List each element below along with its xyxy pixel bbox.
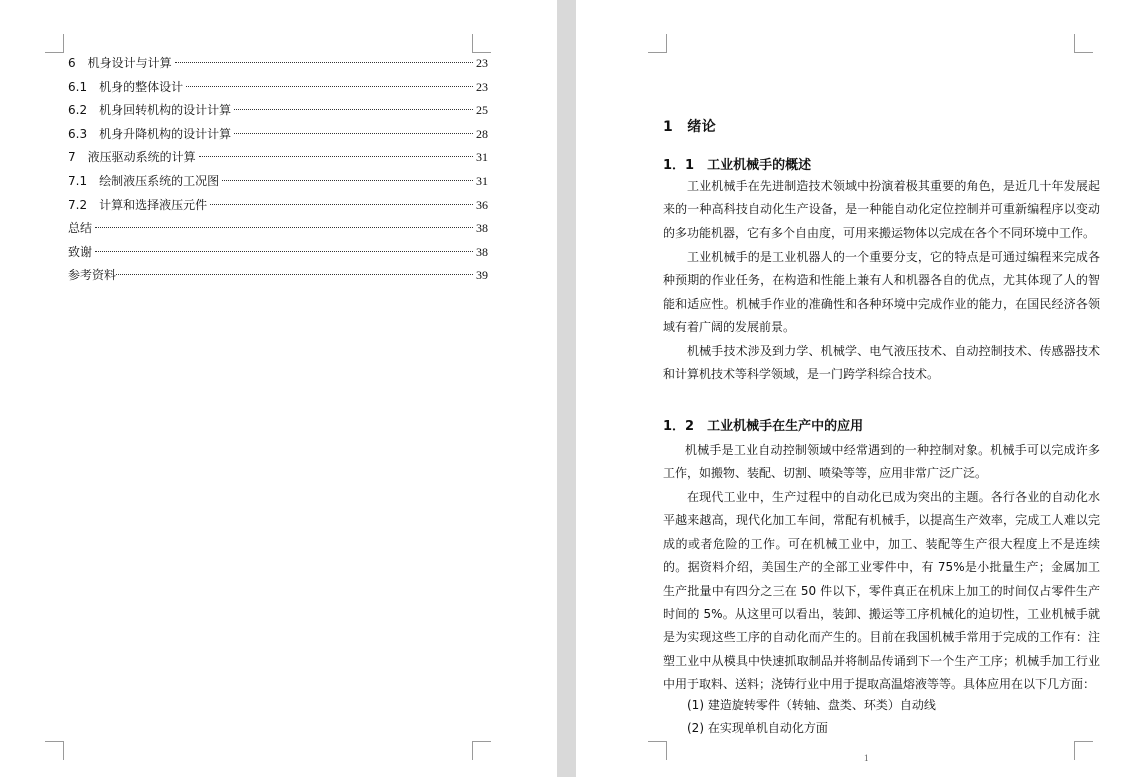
chapter-heading [663, 116, 716, 136]
toc-entry[interactable] [68, 123, 488, 147]
chapter-title: 绪论 [687, 119, 717, 135]
corner-mark [472, 34, 491, 53]
toc-entry[interactable] [68, 264, 488, 288]
toc-title: 机身设计与计算 [87, 56, 172, 70]
toc-title: 绘制液压系统的工况图 [99, 173, 220, 188]
toc-leader [199, 156, 473, 157]
toc-entry[interactable] [68, 194, 488, 218]
toc-page-number: 23 [476, 79, 488, 94]
list-item: (1) 建造旋转零件（转轴、盘类、环类）自动线 [687, 698, 936, 712]
paragraph: 工业机械手在先进制造技术领域中扮演着极其重要的角色，是近几十年发展起来的一种高科技自动化生产设备，是一种能自动化定位控制并可重新编程序以变动的多功能机器，它有多个自由度，可用来搬运物体以完成在各个不同环境中工作。 [663, 179, 1100, 240]
paragraph: 机械手是工业自动控制领域中经常遇到的一种控制对象。机械手可以完成许多工作，如搬物、装配、切割、喷染等等，应用非常广泛广泛。 [663, 443, 1100, 481]
toc-entry[interactable] [68, 52, 488, 76]
toc-leader [210, 204, 473, 205]
page-gap [557, 0, 576, 777]
toc-number: 7.2 [68, 197, 88, 212]
toc-entry[interactable] [68, 76, 488, 100]
list-item: (2) 在实现单机自动化方面 [687, 721, 828, 735]
page-number: 1 [864, 753, 869, 763]
paragraph: 机械手技术涉及到力学、机械学、电气液压技术、自动控制技术、传感器技术和计算机技术等科学领域，是一门跨学科综合技术。 [663, 344, 1100, 382]
corner-mark [1074, 741, 1093, 760]
corner-mark [45, 34, 64, 53]
toc-page-number: 28 [476, 126, 488, 141]
toc-page-number: 36 [476, 197, 488, 212]
corner-mark [1074, 34, 1093, 53]
paragraph: 在现代工业中，生产过程中的自动化已成为突出的主题。各行各业的自动化水平越来越高，现代化加工车间，常配有机械手，以提高生产效率，完成工人难以完成的或者危险的工作。可在机械工业中，加工、装配等生产很大程度上不是连续的。据资料介绍，美国生产的全部工业零件中，有 75%是小批量生产；金属加工生产批量中有四分之三在 50 件以下，零件真正在机床上加工的时间仅占零件生产时间的 5%。从这里可以看出，装卸、搬运等工序机械化的迫切性，工业机械手就是为实现这些工序的自动化而产生的。目前在我国机械手常用于完成的工作有：注塑工业中从模具中快速抓取制品并将制品传诵到下一个生产工序；机械手加工行业中用于取料、送料；浇铸行业中用于提取高温熔液等等。具体应用在以下几方面： [663, 490, 1100, 692]
chapter-number: 1 [663, 119, 674, 135]
toc-leader [175, 62, 473, 63]
toc-leader [222, 180, 473, 181]
toc-number: 7 [68, 150, 76, 165]
toc-entry[interactable] [68, 170, 488, 194]
toc-number: 7.1 [68, 173, 88, 188]
toc-page-number: 39 [476, 268, 488, 283]
toc-leader [234, 109, 473, 110]
toc-title: 计算和选择液压元件 [99, 197, 208, 212]
toc-number: 6 [68, 56, 76, 70]
toc-page-number: 23 [476, 56, 488, 70]
toc-page-number: 38 [476, 244, 488, 259]
corner-mark [648, 741, 667, 760]
paragraph: 工业机械手的是工业机器人的一个重要分支，它的特点是可通过编程来完成各种预期的作业任务，在构造和性能上兼有人和机器各自的优点，尤其体现了人的智能和适应性。机械手作业的准确性和各种环境中完成作业的能力，在国民经济各领域有着广阔的发展前景。 [663, 250, 1100, 335]
corner-mark [45, 741, 64, 760]
toc-leader [234, 133, 473, 134]
toc-title: 参考资料 [68, 268, 117, 283]
toc-title: 总结 [68, 221, 93, 236]
toc-page-number: 31 [476, 150, 488, 165]
section-heading: 1．2 工业机械手在生产中的应用 [663, 419, 864, 434]
toc-title: 机身的整体设计 [99, 79, 184, 94]
corner-mark [472, 741, 491, 760]
left-page [0, 0, 557, 777]
toc-entry[interactable] [68, 241, 488, 265]
toc-page-number: 38 [476, 221, 488, 236]
toc-page-number: 31 [476, 173, 488, 188]
toc-number: 6.3 [68, 126, 88, 141]
toc-title: 液压驱动系统的计算 [87, 150, 196, 165]
toc-number: 6.1 [68, 79, 88, 94]
toc-entry[interactable] [68, 99, 488, 123]
toc-title: 致谢 [68, 244, 93, 259]
toc-title: 机身升降机构的设计计算 [99, 126, 232, 141]
section-heading: 1．1 工业机械手的概述 [663, 158, 812, 173]
toc-title: 机身回转机构的设计计算 [99, 103, 232, 118]
table-of-contents [68, 52, 488, 288]
toc-leader [116, 274, 473, 275]
toc-entry[interactable] [68, 146, 488, 170]
toc-leader [95, 251, 473, 252]
toc-leader [95, 227, 473, 228]
toc-page-number: 25 [476, 103, 488, 118]
toc-leader [186, 86, 473, 87]
toc-entry[interactable] [68, 217, 488, 241]
corner-mark [648, 34, 667, 53]
toc-number: 6.2 [68, 103, 88, 118]
